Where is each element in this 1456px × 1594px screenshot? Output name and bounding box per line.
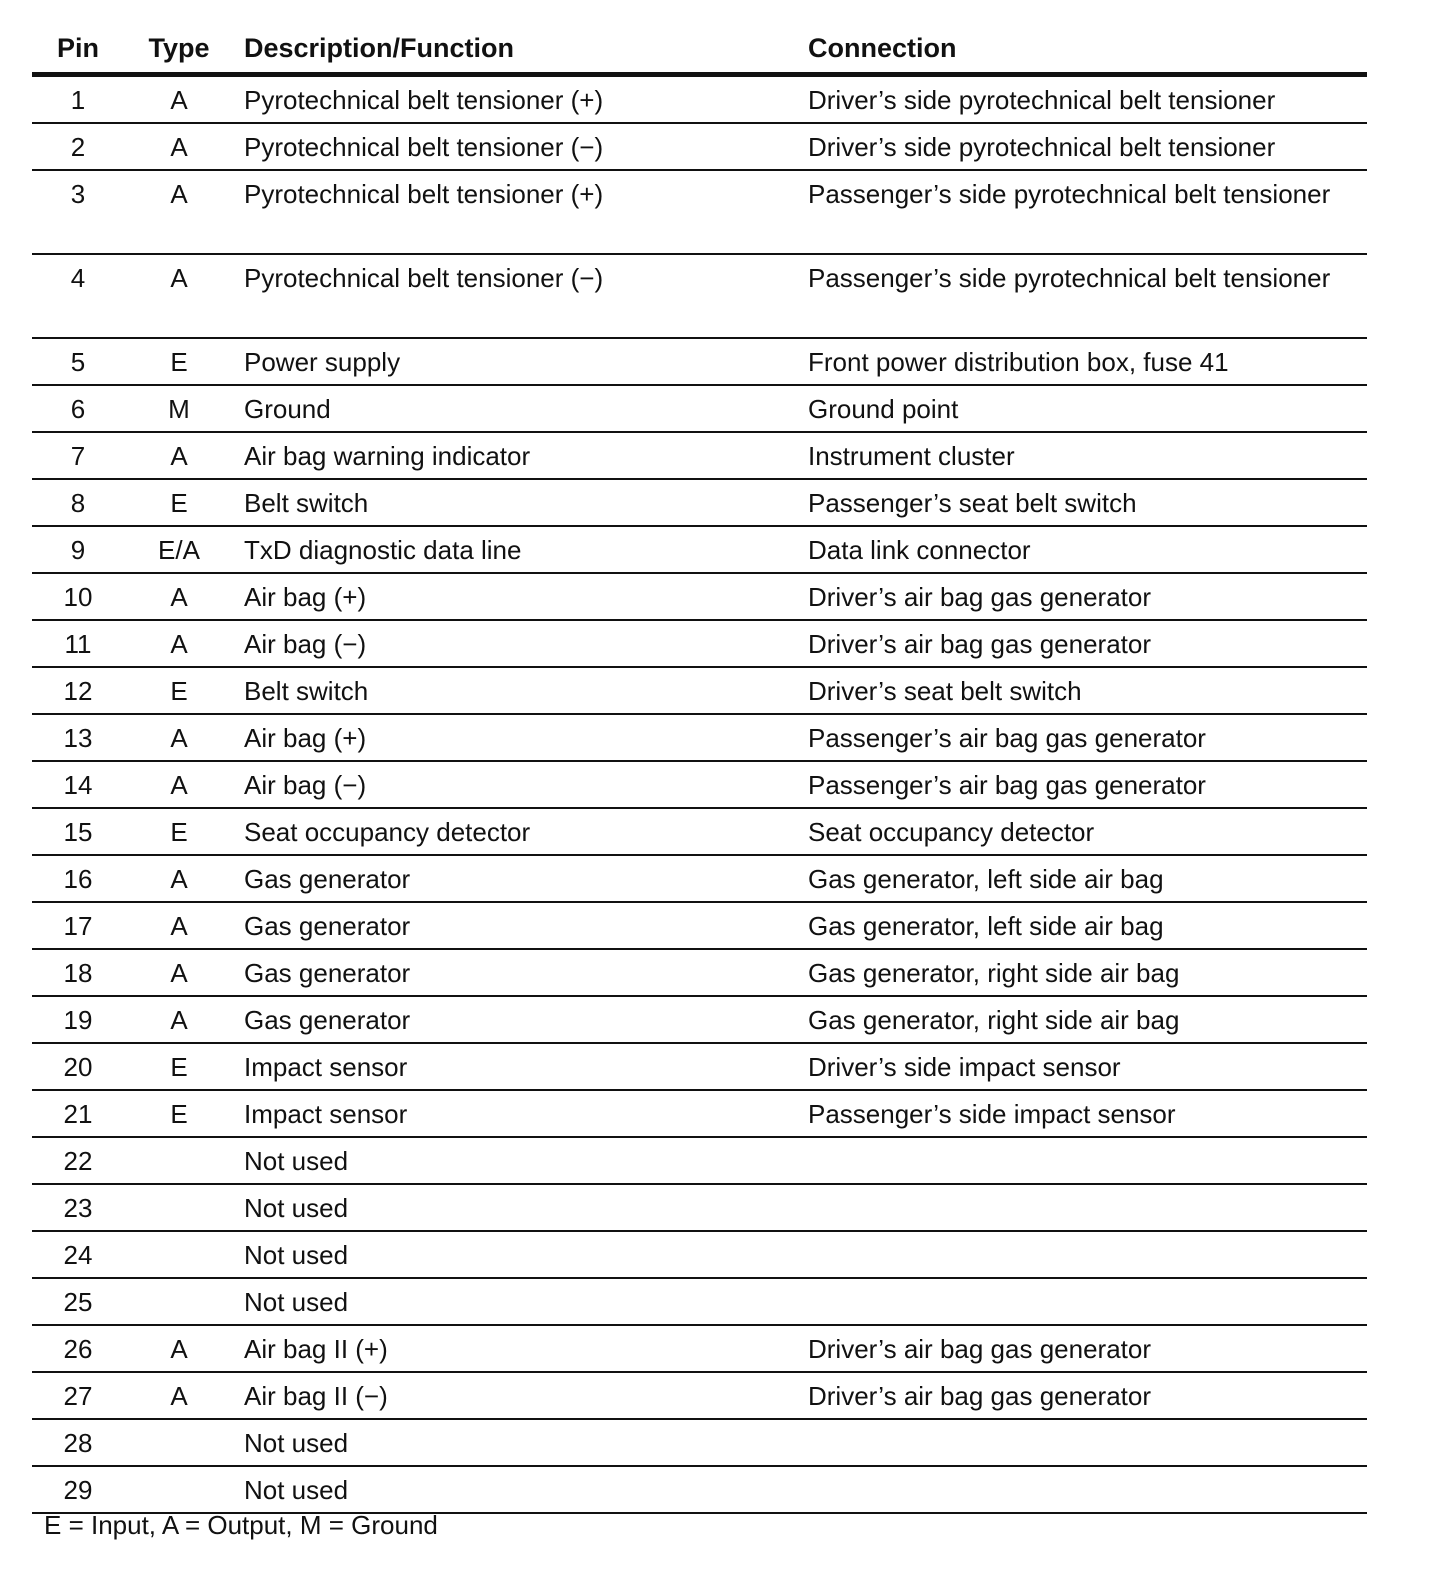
description-cell: Air bag II (−) bbox=[234, 1372, 800, 1419]
description-cell: Impact sensor bbox=[234, 1090, 800, 1137]
description-cell: Not used bbox=[234, 1419, 800, 1466]
table-row bbox=[32, 902, 1367, 949]
pin-cell: 22 bbox=[32, 1137, 124, 1184]
connection-cell: Driver’s air bag gas generator bbox=[800, 573, 1367, 620]
pin-cell: 9 bbox=[32, 526, 124, 573]
description-cell: Gas generator bbox=[234, 949, 800, 996]
type-cell bbox=[124, 1184, 234, 1231]
connection-cell bbox=[800, 1278, 1367, 1325]
type-cell: E bbox=[124, 1090, 234, 1137]
type-cell: A bbox=[124, 254, 234, 338]
table-row bbox=[32, 855, 1367, 902]
type-cell: A bbox=[124, 949, 234, 996]
type-cell: A bbox=[124, 75, 234, 124]
pin-cell: 7 bbox=[32, 432, 124, 479]
type-cell: M bbox=[124, 385, 234, 432]
table-row bbox=[32, 1043, 1367, 1090]
table-row bbox=[32, 949, 1367, 996]
type-cell: E bbox=[124, 479, 234, 526]
table-body bbox=[32, 75, 1367, 1514]
table-header bbox=[32, 0, 1367, 75]
description-cell: Air bag (−) bbox=[234, 761, 800, 808]
type-cell bbox=[124, 1466, 234, 1513]
connection-cell bbox=[800, 1137, 1367, 1184]
description-cell: Not used bbox=[234, 1184, 800, 1231]
pin-cell: 11 bbox=[32, 620, 124, 667]
connection-cell: Instrument cluster bbox=[800, 432, 1367, 479]
pin-cell: 20 bbox=[32, 1043, 124, 1090]
connection-cell: Passenger’s seat belt switch bbox=[800, 479, 1367, 526]
type-cell: E bbox=[124, 1043, 234, 1090]
pin-cell: 16 bbox=[32, 855, 124, 902]
connection-cell: Gas generator, right side air bag bbox=[800, 949, 1367, 996]
table-row bbox=[32, 432, 1367, 479]
table-row bbox=[32, 573, 1367, 620]
type-cell: A bbox=[124, 620, 234, 667]
table-row bbox=[32, 1372, 1367, 1419]
pin-cell: 26 bbox=[32, 1325, 124, 1372]
type-cell bbox=[124, 1419, 234, 1466]
pin-cell: 13 bbox=[32, 714, 124, 761]
type-cell: A bbox=[124, 573, 234, 620]
type-legend: E = Input, A = Output, M = Ground bbox=[44, 1510, 438, 1540]
connection-cell: Driver’s side impact sensor bbox=[800, 1043, 1367, 1090]
type-cell bbox=[124, 1231, 234, 1278]
table-row bbox=[32, 123, 1367, 170]
type-cell: A bbox=[124, 1325, 234, 1372]
connection-cell: Gas generator, right side air bag bbox=[800, 996, 1367, 1043]
pin-cell: 1 bbox=[32, 75, 124, 124]
pin-cell: 19 bbox=[32, 996, 124, 1043]
type-cell: A bbox=[124, 761, 234, 808]
description-cell: Air bag (+) bbox=[234, 714, 800, 761]
table-row bbox=[32, 714, 1367, 761]
description-cell: Ground bbox=[234, 385, 800, 432]
header-pin: Pin bbox=[32, 0, 124, 75]
connection-cell: Driver’s side pyrotechnical belt tensioner bbox=[800, 123, 1367, 170]
type-cell: A bbox=[124, 1372, 234, 1419]
type-cell: A bbox=[124, 170, 234, 254]
description-cell: Not used bbox=[234, 1466, 800, 1513]
pin-cell: 27 bbox=[32, 1372, 124, 1419]
connection-cell: Driver’s air bag gas generator bbox=[800, 1372, 1367, 1419]
table-row bbox=[32, 808, 1367, 855]
description-cell: Air bag warning indicator bbox=[234, 432, 800, 479]
connection-cell: Passenger’s side pyrotechnical belt tensioner bbox=[800, 170, 1367, 254]
connection-cell bbox=[800, 1184, 1367, 1231]
pin-cell: 4 bbox=[32, 254, 124, 338]
description-cell: Air bag (+) bbox=[234, 573, 800, 620]
table-row bbox=[32, 338, 1367, 385]
table-row bbox=[32, 996, 1367, 1043]
description-cell: Seat occupancy detector bbox=[234, 808, 800, 855]
pin-cell: 10 bbox=[32, 573, 124, 620]
table-row bbox=[32, 1278, 1367, 1325]
pin-cell: 5 bbox=[32, 338, 124, 385]
type-cell: E bbox=[124, 667, 234, 714]
table-row bbox=[32, 1231, 1367, 1278]
pin-cell: 14 bbox=[32, 761, 124, 808]
description-cell: Gas generator bbox=[234, 902, 800, 949]
table-row bbox=[32, 254, 1367, 338]
table-row bbox=[32, 1184, 1367, 1231]
pin-cell: 3 bbox=[32, 170, 124, 254]
type-cell: A bbox=[124, 902, 234, 949]
table-row bbox=[32, 526, 1367, 573]
table-row bbox=[32, 1090, 1367, 1137]
connection-cell: Passenger’s air bag gas generator bbox=[800, 714, 1367, 761]
table-row bbox=[32, 479, 1367, 526]
description-cell: Impact sensor bbox=[234, 1043, 800, 1090]
connection-cell: Front power distribution box, fuse 41 bbox=[800, 338, 1367, 385]
pin-cell: 18 bbox=[32, 949, 124, 996]
table-row bbox=[32, 1419, 1367, 1466]
connection-cell bbox=[800, 1466, 1367, 1513]
type-cell: A bbox=[124, 714, 234, 761]
table-row bbox=[32, 1325, 1367, 1372]
description-cell: Not used bbox=[234, 1137, 800, 1184]
table-row bbox=[32, 75, 1367, 124]
description-cell: Belt switch bbox=[234, 479, 800, 526]
connection-cell: Seat occupancy detector bbox=[800, 808, 1367, 855]
type-cell: E bbox=[124, 338, 234, 385]
pin-cell: 24 bbox=[32, 1231, 124, 1278]
connection-cell: Driver’s air bag gas generator bbox=[800, 1325, 1367, 1372]
description-cell: TxD diagnostic data line bbox=[234, 526, 800, 573]
description-cell: Pyrotechnical belt tensioner (+) bbox=[234, 170, 800, 254]
type-cell: A bbox=[124, 432, 234, 479]
type-cell bbox=[124, 1137, 234, 1184]
pin-cell: 12 bbox=[32, 667, 124, 714]
type-cell bbox=[124, 1278, 234, 1325]
pin-cell: 28 bbox=[32, 1419, 124, 1466]
header-row bbox=[32, 0, 1367, 75]
table-row bbox=[32, 170, 1367, 254]
pin-assignment-table bbox=[32, 0, 1367, 1514]
pin-cell: 15 bbox=[32, 808, 124, 855]
description-cell: Air bag (−) bbox=[234, 620, 800, 667]
connection-cell: Gas generator, left side air bag bbox=[800, 902, 1367, 949]
description-cell: Air bag II (+) bbox=[234, 1325, 800, 1372]
table-row bbox=[32, 385, 1367, 432]
description-cell: Not used bbox=[234, 1278, 800, 1325]
pin-cell: 2 bbox=[32, 123, 124, 170]
type-cell: A bbox=[124, 855, 234, 902]
connection-cell: Passenger’s air bag gas generator bbox=[800, 761, 1367, 808]
pin-cell: 17 bbox=[32, 902, 124, 949]
connection-cell: Driver’s seat belt switch bbox=[800, 667, 1367, 714]
description-cell: Gas generator bbox=[234, 855, 800, 902]
connection-cell bbox=[800, 1231, 1367, 1278]
table-row bbox=[32, 761, 1367, 808]
description-cell: Pyrotechnical belt tensioner (−) bbox=[234, 123, 800, 170]
connection-cell: Passenger’s side pyrotechnical belt tensioner bbox=[800, 254, 1367, 338]
table-row bbox=[32, 667, 1367, 714]
type-cell: A bbox=[124, 123, 234, 170]
table-row bbox=[32, 1466, 1367, 1513]
pin-cell: 25 bbox=[32, 1278, 124, 1325]
description-cell: Power supply bbox=[234, 338, 800, 385]
connection-cell bbox=[800, 1419, 1367, 1466]
pin-cell: 21 bbox=[32, 1090, 124, 1137]
table-row bbox=[32, 620, 1367, 667]
description-cell: Pyrotechnical belt tensioner (+) bbox=[234, 75, 800, 124]
pin-cell: 23 bbox=[32, 1184, 124, 1231]
type-cell: E/A bbox=[124, 526, 234, 573]
connection-cell: Driver’s side pyrotechnical belt tensioner bbox=[800, 75, 1367, 124]
description-cell: Gas generator bbox=[234, 996, 800, 1043]
type-cell: E bbox=[124, 808, 234, 855]
pin-assignment-document bbox=[32, 0, 1367, 1514]
pin-cell: 6 bbox=[32, 385, 124, 432]
header-connection: Connection bbox=[800, 0, 1367, 75]
pin-cell: 29 bbox=[32, 1466, 124, 1513]
header-description: Description/Function bbox=[234, 0, 800, 75]
connection-cell: Data link connector bbox=[800, 526, 1367, 573]
connection-cell: Gas generator, left side air bag bbox=[800, 855, 1367, 902]
header-type: Type bbox=[124, 0, 234, 75]
connection-cell: Driver’s air bag gas generator bbox=[800, 620, 1367, 667]
description-cell: Pyrotechnical belt tensioner (−) bbox=[234, 254, 800, 338]
description-cell: Not used bbox=[234, 1231, 800, 1278]
pin-cell: 8 bbox=[32, 479, 124, 526]
connection-cell: Ground point bbox=[800, 385, 1367, 432]
type-cell: A bbox=[124, 996, 234, 1043]
connection-cell: Passenger’s side impact sensor bbox=[800, 1090, 1367, 1137]
table-row bbox=[32, 1137, 1367, 1184]
description-cell: Belt switch bbox=[234, 667, 800, 714]
